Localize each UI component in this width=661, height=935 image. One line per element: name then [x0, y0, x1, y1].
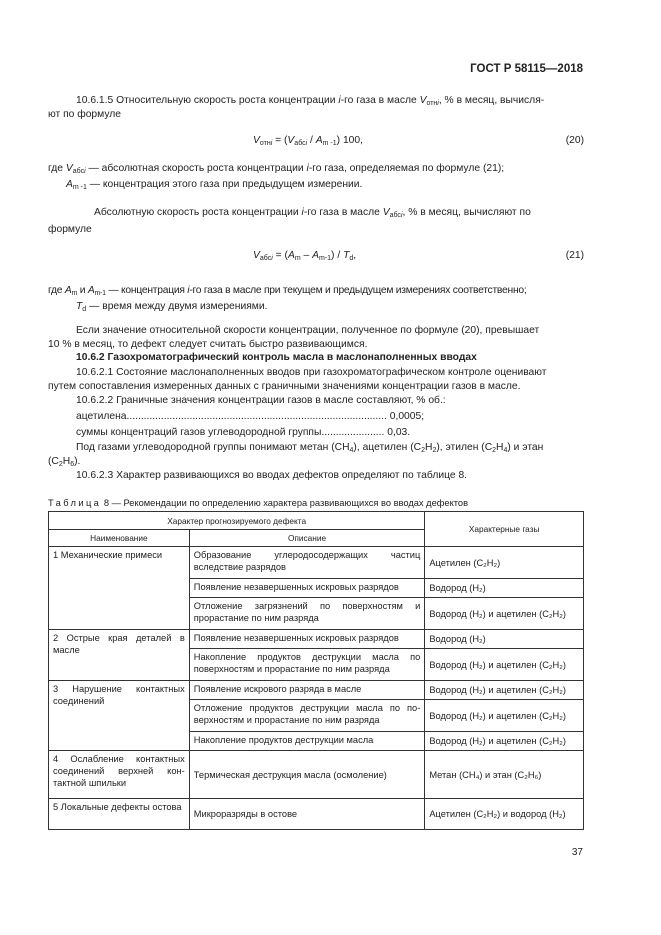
paragraph-10-6-2-1-line2: путем сопоставления измеренных данных с граничными значениями концентрации газов в масле. — [48, 381, 521, 392]
description-cell: Появление незавершенных искровых разрядов — [189, 579, 425, 598]
description-cell: Накопление продуктов деструкции масла по поверхностям и прорастание по ним разряда — [189, 649, 425, 681]
header-description: Описание — [189, 530, 425, 547]
paragraph-hydrocarbons-line2: $(C_2H_6)$. — [48, 456, 81, 468]
defect-name-cell: 5 Локальные дефекты остова — [49, 799, 190, 830]
paragraph-absolute-rate-line2: формуле — [48, 224, 92, 235]
description-cell: Термическая деструкция масла (осмоление) — [189, 751, 425, 799]
header-name: Наименование — [49, 530, 190, 547]
gas-cell: Водород (H₂) и ацетилен (C₂H₂) — [425, 598, 584, 630]
gas-cell: Водород (H₂) и ацетилен (C₂H₂) — [425, 700, 584, 732]
where-td: $T_d$ — время между двумя измерениями. — [76, 301, 268, 313]
gas-cell: Ацетилен (C₂H₂) — [425, 547, 584, 579]
where-vabs: где $V_{абсi}$ — абсолютная скорость роста концентрации i-го газа, определяемая по формуле (21); — [48, 163, 505, 175]
table-row — [49, 751, 584, 799]
paragraph-10-6-1-5-line2: ют по формуле — [48, 109, 122, 120]
description-cell: Отложение продуктов деструкции масла по по-верхностям и прорастание по ним разряда — [189, 700, 425, 732]
table-row — [49, 547, 584, 579]
document-header: ГОСТ Р 58115—2018 — [470, 63, 583, 75]
section-title-10-6-2: 10.6.2 Газохроматографический контроль масла в маслонаполненных вводах — [76, 352, 477, 363]
paragraph-hydrocarbons: Под газами углеводородной группы понимают метан $(CH_4)$, ацетилен $(C_2H_2)$, этилен $(C_2H_4)$ и этан — [76, 442, 544, 454]
formula-number-21: (21) — [565, 250, 584, 261]
table-row — [49, 799, 584, 830]
defect-name-cell: 4 Ослабление контактных соединений верхней кон-тактной шпильки — [49, 751, 190, 799]
description-cell: Появление искрового разряда в масле — [189, 681, 425, 700]
description-cell: Накопление продуктов деструкции масла — [189, 732, 425, 751]
limit-acetylene: ацетилена........................................................................................... 0,0005; — [76, 411, 425, 422]
description-cell: Отложение загрязнений по поверхностям и прорастание по ним разряда — [189, 598, 425, 630]
paragraph-absolute-rate: Абсолютную скорость роста концентрации i-го газа в масле $V_{абсi}$, % в месяц, вычисляют по — [94, 207, 531, 219]
defect-name-cell: 2 Острые края деталей в масле — [49, 630, 190, 681]
defects-table — [48, 511, 584, 830]
defect-name-cell: 3 Нарушение контактных соединений — [49, 681, 190, 751]
description-cell: Образование углеродосодержащих частиц вследствие разрядов — [189, 547, 425, 579]
paragraph-exceed-line2: 10 % в месяц, то дефект следует считать быстро развивающимся. — [48, 339, 368, 350]
header-gases: Характерные газы — [425, 512, 584, 547]
gas-cell: Ацетилен (C₂H₂) и водород (H₂) — [425, 799, 584, 830]
description-cell: Появление незавершенных искровых разрядов — [189, 630, 425, 649]
table-caption: Таблица 8 — Рекомендации по определению характера развивающихся во вводах дефектов — [48, 498, 469, 508]
paragraph-10-6-2-1: 10.6.2.1 Состояние маслонаполненных вводов при газохроматографическом контроле оценивают — [76, 367, 547, 378]
limit-hydrocarbons: суммы концентраций газов углеводородной группы...................... 0,03. — [76, 427, 411, 438]
table-row — [49, 630, 584, 649]
gas-cell: Водород (H₂) и ацетилен (C₂H₂) — [425, 732, 584, 751]
gas-cell: Метан (CH₄) и этан (C₂H₆) — [425, 751, 584, 799]
gas-cell: Водород (H₂) — [425, 630, 584, 649]
where-am1: $A_{m -1}$ — концентрация этого газа при предыдущем измерении. — [66, 179, 363, 191]
paragraph-10-6-1-5: 10.6.1.5 Относительную скорость роста концентрации i-го газа в масле $V_{отнi}$, % в месяц, вычисля- — [76, 95, 545, 107]
defect-name-cell: 1 Механические примеси — [49, 547, 190, 630]
gas-cell: Водород (H₂) и ацетилен (C₂H₂) — [425, 681, 584, 700]
header-defect-group: Характер прогнозируемого дефекта — [49, 512, 425, 530]
formula-number-20: (20) — [565, 135, 584, 146]
paragraph-exceed: Если значение относительной скорости концентрации, полученное по формуле (20), превышает — [76, 325, 540, 336]
page-number: 37 — [571, 847, 583, 858]
gas-cell: Водород (H₂) — [425, 579, 584, 598]
where-am: где $A_m$ и $A_{m-1}$ — концентрация i-го газа в масле при текущем и предыдущем измерениях соответственно; — [48, 285, 527, 297]
description-cell: Микроразряды в остове — [189, 799, 425, 830]
paragraph-10-6-2-3: 10.6.2.3 Характер развивающихся во вводах дефектов определяют по таблице 8. — [76, 470, 468, 481]
gas-cell: Водород (H₂) и ацетилен (C₂H₂) — [425, 649, 584, 681]
table-row — [49, 681, 584, 700]
paragraph-10-6-2-2: 10.6.2.2 Граничные значения концентрации газов в масле составляют, % об.: — [76, 395, 446, 406]
